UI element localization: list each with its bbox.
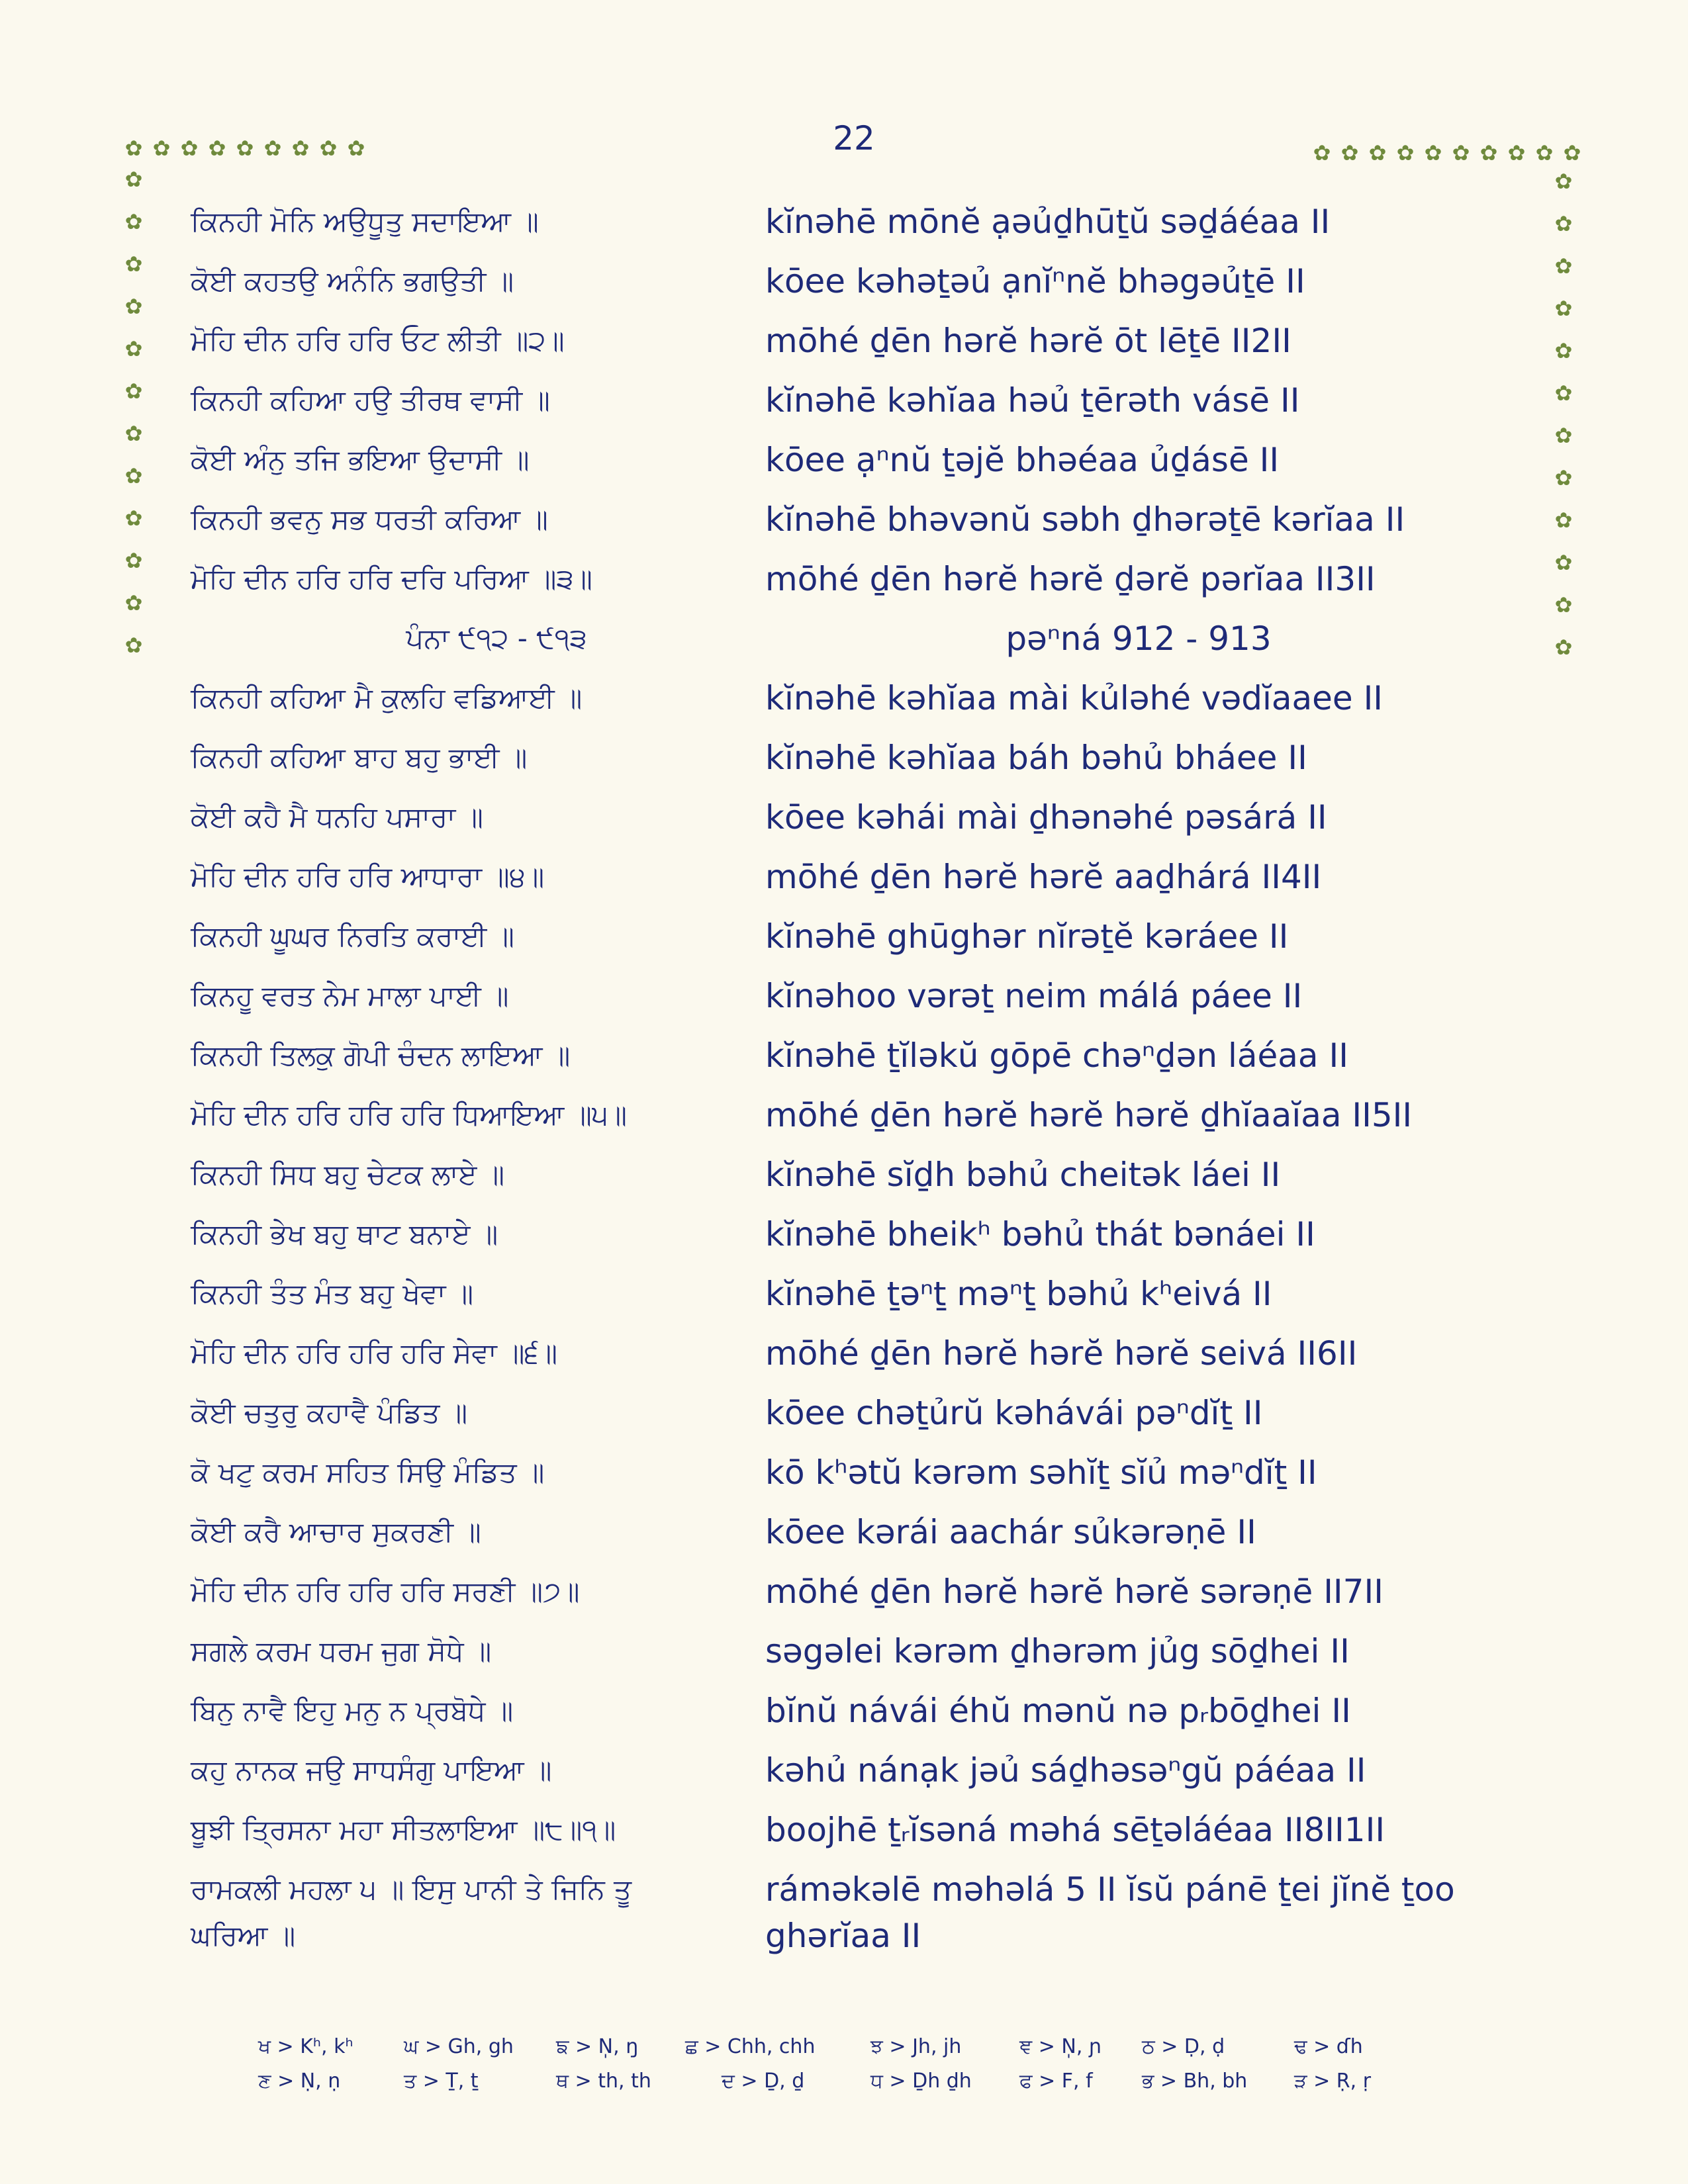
verse-line (0, 556, 1688, 615)
flower-ornament-icon: ✿ (1535, 140, 1554, 165)
gurmukhi-text: ਕੋਈ ਚਤੁਰੁ ਕਹਾਵੈ ਪੰਡਿਤ ॥ (191, 1396, 468, 1429)
verse-line (0, 377, 1688, 437)
flower-ornament-icon: ✿ (1452, 140, 1470, 165)
flower-ornament-icon: ✿ (319, 136, 338, 161)
verse-line (0, 735, 1688, 794)
verse-line (0, 199, 1688, 258)
flower-ornament-icon: ✿ (1554, 635, 1573, 660)
flower-ornament-icon: ✿ (1313, 140, 1331, 165)
transliteration-text: kōee kərái aachár sủkərəṇē II (765, 1513, 1256, 1551)
transliteration-text: mōhé ḏēn hərĕ hərĕ hərĕ ḏhĭaaĭaa II5II (765, 1096, 1413, 1134)
verse-line (0, 1390, 1688, 1449)
transliteration-text: kō kʰətŭ kərəm səhĭṯ sĭủ məⁿdĭṯ II (765, 1453, 1317, 1492)
verse-line (0, 1330, 1688, 1390)
transliteration-text: mōhé ḏēn hərĕ hərĕ aaḏhárá II4II (765, 858, 1322, 896)
legend-row (258, 2035, 1450, 2070)
flower-ornament-icon: ✿ (124, 379, 143, 404)
transliteration-text: kōee chəṯủrŭ kəhávái pəⁿdĭṯ II (765, 1394, 1263, 1432)
legend-item: ਦ > Ḏ, ḏ (722, 2070, 805, 2093)
gurmukhi-text: ਕਿਨਹੀ ਤੰਤ ਮੰਤ ਬਹੁ ਖੇਵਾ ॥ (191, 1277, 474, 1310)
flower-ornament-icon: ✿ (180, 136, 199, 161)
gurmukhi-text: ਮੋਹਿ ਦੀਨ ਹਰਿ ਹਰਿ ਹਰਿ ਧਿਆਇਆ ॥੫॥ (191, 1099, 628, 1131)
transliteration-text: kōee kəhəṯəủ ạnĭⁿnĕ bhəgəủṯē II (765, 262, 1305, 300)
page-number: 22 (833, 119, 875, 158)
flower-ornament-icon: ✿ (1340, 140, 1359, 165)
transliteration-text: kĭnəhē kəhĭaa həủ ṯērəth vásē II (765, 381, 1300, 420)
legend-item: ਧ > Ḏh ḏh (870, 2070, 972, 2093)
flower-ornament-icon: ✿ (124, 251, 143, 277)
gurmukhi-text: ਕਿਨਹੂ ਵਰਤ ਨੇਮ ਮਾਲਾ ਪਾਈ ॥ (191, 979, 509, 1012)
flower-ornament-icon: ✿ (1554, 381, 1573, 406)
verse-line (0, 1747, 1688, 1807)
legend-item: ੜ > Ṛ, ṛ (1294, 2070, 1372, 2093)
flower-ornament-icon: ✿ (124, 136, 143, 161)
gurmukhi-text: ਕੋ ਖਟੁ ਕਰਮ ਸਹਿਤ ਸਿਉ ਮੰਡਿਤ ॥ (191, 1456, 545, 1488)
legend-item: ਠ > Ḍ, ḍ (1142, 2035, 1225, 2058)
legend-item: ਥ > th, th (556, 2070, 651, 2093)
flower-ornament-icon: ✿ (1424, 140, 1442, 165)
legend-item: ਭ > Bh, bh (1142, 2070, 1248, 2093)
verse-line (0, 675, 1688, 735)
gurmukhi-text: ਸਗਲੇ ਕਰਮ ਧਰਮ ਜੁਗ ਸੋਧੇ ॥ (191, 1635, 492, 1667)
flower-ornament-icon: ✿ (1554, 338, 1573, 363)
flower-ornament-icon: ✿ (1554, 253, 1573, 279)
gurmukhi-text: ਕਿਨਹੀ ਕਹਿਆ ਹਉ ਤੀਰਥ ਵਾਸੀ ॥ (191, 384, 550, 416)
verse-line (0, 1807, 1688, 1866)
gurmukhi-page-reference: ਪੰਨਾ ੯੧੨ - ੯੧੩ (406, 622, 587, 655)
transliteration-text: kĭnəhoo vərəṯ neim málá páee II (765, 977, 1303, 1015)
flower-ornament-icon: ✿ (124, 421, 143, 446)
gurmukhi-text: ਕਿਨਹੀ ਘੂਘਰ ਨਿਰਤਿ ਕਰਾਈ ॥ (191, 920, 514, 952)
transliteration-text: kəhủ nánạk jəủ sáḏhəsəⁿgŭ páéaa II (765, 1751, 1366, 1790)
flower-ornament-icon: ✿ (263, 136, 282, 161)
legend-item: ਝ > Jh, jh (870, 2035, 962, 2058)
transliteration-text: kĭnəhē kəhĭaa báh bəhủ bháee II (765, 739, 1307, 777)
verse-line (0, 1449, 1688, 1509)
flower-ornament-icon: ✿ (124, 336, 143, 361)
flower-ornament-icon: ✿ (347, 136, 365, 161)
gurmukhi-text: ਕਿਨਹੀ ਕਹਿਆ ਬਾਹ ਬਹੁ ਭਾਈ ॥ (191, 741, 528, 774)
legend-item: ਙ > N̩, ŋ (556, 2035, 639, 2058)
flower-ornament-icon: ✿ (152, 136, 171, 161)
transliteration-text: səgəlei kərəm ḏhərəm jủg sōḏhei II (765, 1632, 1350, 1670)
flower-ornament-icon: ✿ (124, 633, 143, 658)
gurmukhi-text: ਕਹੁ ਨਾਨਕ ਜਉ ਸਾਧਸੰਗੁ ਪਾਇਆ ॥ (191, 1754, 552, 1786)
transliteration-text: mōhé ḏēn hərĕ hərĕ hərĕ sərəṇē II7II (765, 1572, 1383, 1611)
transliteration-text: mōhé ḏēn hərĕ hərĕ hərĕ seivá II6II (765, 1334, 1358, 1373)
verse-line (0, 1092, 1688, 1152)
legend-item: ਛ > Chh, chh (685, 2035, 816, 2058)
verse-line (0, 1271, 1688, 1330)
flower-ornament-icon: ✿ (291, 136, 310, 161)
flower-ornament-icon: ✿ (124, 548, 143, 573)
gurmukhi-text: ਮੋਹਿ ਦੀਨ ਹਰਿ ਹਰਿ ਆਧਾਰਾ ॥੪॥ (191, 860, 545, 893)
verse-line (0, 1211, 1688, 1271)
transliteration-text: kĭnəhē ṯĭləkŭ gōpē chəⁿḏən láéaa II (765, 1036, 1348, 1075)
flower-ornament-icon: ✿ (1554, 211, 1573, 236)
legend-row (258, 2070, 1450, 2104)
transliteration-text: kĭnəhē ṯəⁿṯ məⁿṯ bəhủ kʰeivá II (765, 1275, 1272, 1313)
gurmukhi-text: ਕੋਈ ਕਹੈ ਮੈ ਧਨਹਿ ਪਸਾਰਾ ॥ (191, 801, 483, 833)
gurmukhi-text: ਕੋਈ ਅੰਨੁ ਤਜਿ ਭਇਆ ਉਦਾਸੀ ॥ (191, 443, 530, 476)
flower-ornament-icon: ✿ (124, 294, 143, 319)
flower-ornament-icon: ✿ (1554, 423, 1573, 448)
verse-line (0, 1152, 1688, 1211)
legend-item: ਤ > Ṯ, ṯ (404, 2070, 479, 2093)
verse-line (0, 318, 1688, 377)
flower-ornament-icon: ✿ (1554, 296, 1573, 321)
transliteration-text: kĭnəhē sĭḏh bəhủ cheitək láei II (765, 1156, 1281, 1194)
gurmukhi-text: ਕਿਨਹੀ ਤਿਲਕੁ ਗੋਪੀ ਚੰਦਨ ਲਾਇਆ ॥ (191, 1039, 571, 1071)
flower-ornament-icon: ✿ (124, 590, 143, 615)
transliteration-text: kĭnəhē mōnĕ ạəủḏhūṯŭ səḏáéaa II (765, 203, 1331, 241)
verse-line (0, 854, 1688, 913)
page-reference-line (0, 615, 1688, 675)
transliteration-text: kĭnəhē ghūghər nĭrəṯĕ kəráee II (765, 917, 1289, 956)
flower-ornament-icon: ✿ (1554, 465, 1573, 490)
verse-line (0, 913, 1688, 973)
verse-line (0, 1628, 1688, 1688)
gurmukhi-text: ਬੂਝੀ ਤ੍ਰਿਸਨਾ ਮਹਾ ਸੀਤਲਾਇਆ ॥੮॥੧॥ (191, 1813, 616, 1846)
transliteration-text: kōee kəhái mài ḏhənəhé pəsárá II (765, 798, 1327, 837)
transliteration-text: mōhé ḏēn hərĕ hərĕ ḏərĕ pərĭaa II3II (765, 560, 1376, 598)
legend-item: ਣ > Ṇ, ṇ (258, 2070, 341, 2093)
legend-item: ਢ > ɗh (1294, 2035, 1363, 2058)
flower-ornament-icon: ✿ (1563, 140, 1581, 165)
transliteration-text: kĭnəhē kəhĭaa mài kủləhé vədĭaaee II (765, 679, 1383, 717)
gurmukhi-text: ਮੋਹਿ ਦੀਨ ਹਰਿ ਹਰਿ ਹਰਿ ਸੇਵਾ ॥੬॥ (191, 1337, 558, 1369)
transliteration-text: mōhé ḏēn hərĕ hərĕ ōt lēṯē II2II (765, 322, 1291, 360)
verse-line (0, 437, 1688, 496)
gurmukhi-text: ਕੋਈ ਕਹਤਉ ਅਨੰਨਿ ਭਗਉਤੀ ॥ (191, 265, 514, 297)
verse-line-heading (0, 1866, 1688, 1972)
gurmukhi-text: ਕਿਨਹੀ ਕਹਿਆ ਮੈ ਕੁਲਹਿ ਵਡਿਆਈ ॥ (191, 682, 583, 714)
verse-line (0, 1569, 1688, 1628)
transliteration-text: kōee ạⁿnŭ ṯəjĕ bhəéaa ủḏásē II (765, 441, 1280, 479)
flower-ornament-icon: ✿ (124, 209, 143, 234)
transliteration-text: kĭnəhē bhəvənŭ səbh ḏhərəṯē kərĭaa II (765, 500, 1405, 539)
verse-line (0, 1509, 1688, 1569)
gurmukhi-text: ਮੋਹਿ ਦੀਨ ਹਰਿ ਹਰਿ ਦਰਿ ਪਰਿਆ ॥੩॥ (191, 563, 592, 595)
flower-ornament-icon: ✿ (1479, 140, 1498, 165)
verse-line (0, 794, 1688, 854)
gurmukhi-text: ਰਾਮਕਲੀ ਮਹਲਾ ੫ ॥ ਇਸੁ ਪਾਨੀ ਤੇ ਜਿਨਿ ਤੂ ਘਰਿਆ ॥ (191, 1873, 632, 1952)
flower-ornament-icon: ✿ (1368, 140, 1387, 165)
gurmukhi-text: ਕਿਨਹੀ ਸਿਧ ਬਹੁ ਚੇਟਕ ਲਾਏ ॥ (191, 1158, 505, 1191)
legend-item: ਞ > N̩, ɲ (1019, 2035, 1102, 2058)
legend-item: ਫ > F, f (1019, 2070, 1093, 2093)
transliteration-text: kĭnəhē bheikʰ bəhủ thát bənáei II (765, 1215, 1315, 1253)
verse-line (0, 258, 1688, 321)
flower-ornament-icon: ✿ (236, 136, 254, 161)
legend-item: ਖ > Kʰ, kʰ (258, 2035, 353, 2058)
transliteration-page-reference: pəⁿná 912 - 913 (1006, 619, 1272, 658)
gurmukhi-text: ਕਿਨਹੀ ਮੋਨਿ ਅਉਧੂਤੁ ਸਦਾਇਆ ॥ (191, 205, 539, 238)
verse-line (0, 1032, 1688, 1092)
flower-ornament-icon: ✿ (124, 506, 143, 531)
flower-ornament-icon: ✿ (1396, 140, 1415, 165)
gurmukhi-text: ਮੋਹਿ ਦੀਨ ਹਰਿ ਹਰਿ ਹਰਿ ਸਰਣੀ ॥੭॥ (191, 1575, 580, 1608)
flower-ornament-icon: ✿ (1554, 592, 1573, 617)
flower-ornament-icon: ✿ (1554, 508, 1573, 533)
verse-line (0, 496, 1688, 556)
flower-ornament-icon: ✿ (1507, 140, 1526, 165)
gurmukhi-text: ਮੋਹਿ ਦੀਨ ਹਰਿ ਹਰਿ ਓਟ ਲੀਤੀ ॥੨॥ (191, 324, 565, 357)
pronunciation-legend (258, 2035, 1450, 2104)
flower-ornament-icon: ✿ (124, 463, 143, 488)
flower-ornament-icon: ✿ (1554, 169, 1573, 194)
transliteration-text: bĭnŭ návái éhŭ mənŭ nə pᵣbōḏhei II (765, 1692, 1351, 1730)
gurmukhi-text: ਕਿਨਹੀ ਭੇਖ ਬਹੁ ਥਾਟ ਬਨਾਏ ॥ (191, 1218, 498, 1250)
transliteration-text: rámək​əlē məhəlá 5 II ĭsŭ pánē ṯei jĭnĕ ṯoo ghərĭaa II (765, 1870, 1455, 1955)
flower-ornament-icon: ✿ (124, 167, 143, 192)
flower-ornament-icon: ✿ (208, 136, 226, 161)
flower-ornament-icon: ✿ (1554, 550, 1573, 575)
verse-line (0, 1688, 1688, 1747)
verse-line (0, 973, 1688, 1032)
gurmukhi-text: ਕਿਨਹੀ ਭਵਨੁ ਸਭ ਧਰਤੀ ਕਰਿਆ ॥ (191, 503, 548, 535)
gurmukhi-text: ਬਿਨੁ ਨਾਵੈ ਇਹੁ ਮਨੁ ਨ ਪ੍ਰਬੋਧੇ ॥ (191, 1694, 514, 1727)
gurmukhi-text: ਕੋਈ ਕਰੈ ਆਚਾਰ ਸੁਕਰਣੀ ॥ (191, 1516, 481, 1548)
transliteration-text: boojhē ṯᵣĭsəná məhá sēṯəláéaa II8II1II (765, 1811, 1385, 1849)
legend-item: ਘ > Gh, gh (404, 2035, 514, 2058)
